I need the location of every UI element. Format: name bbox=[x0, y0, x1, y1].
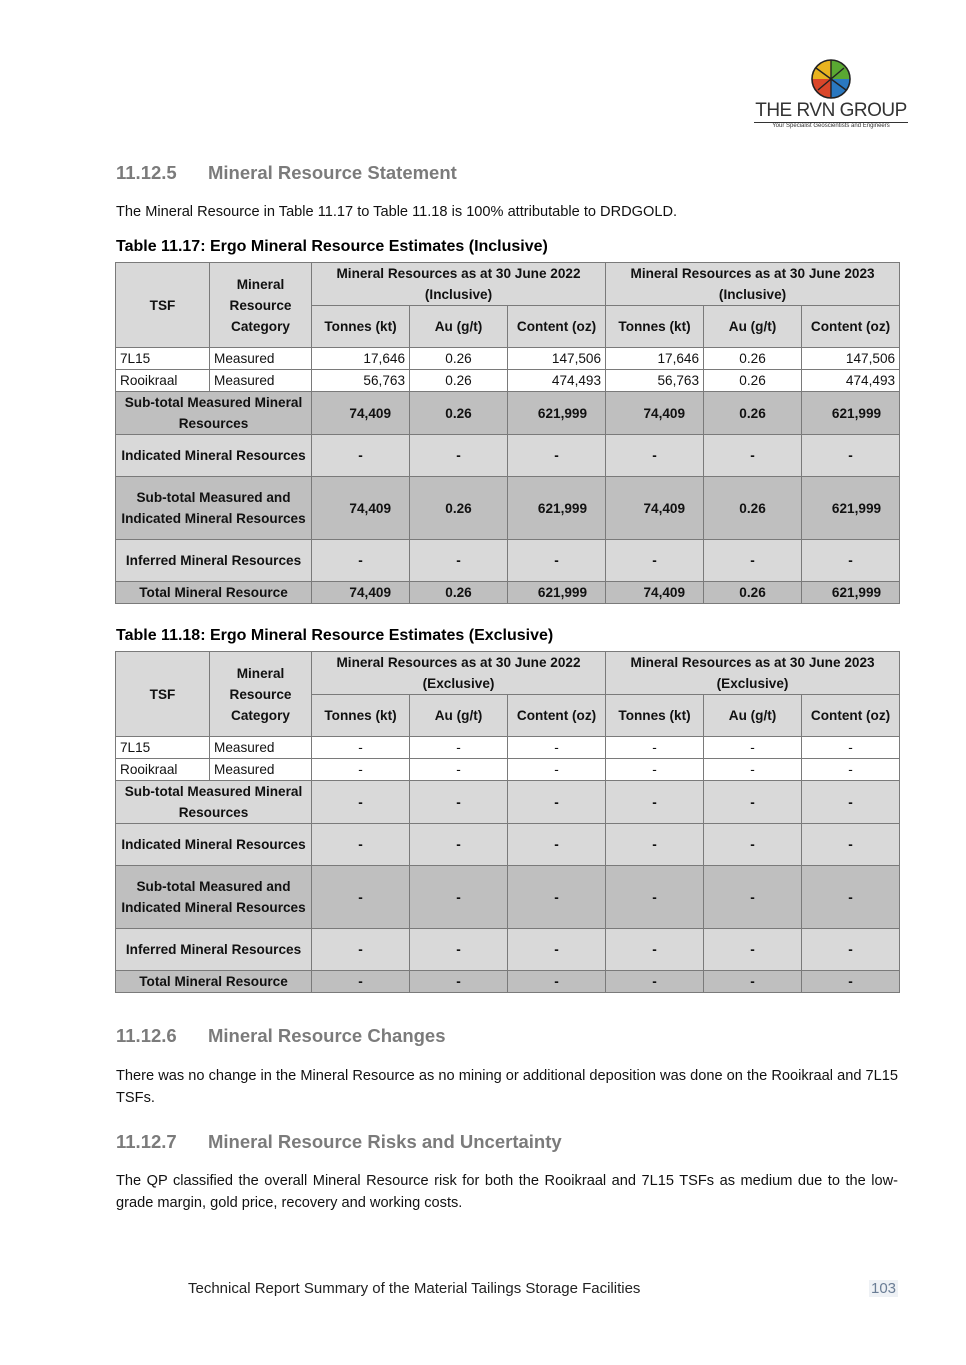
cell-value: 74,409 bbox=[312, 392, 410, 435]
header-content: Content (oz) bbox=[508, 695, 606, 737]
total-row bbox=[116, 971, 900, 993]
cell-value: - bbox=[704, 866, 802, 929]
cell-value: - bbox=[606, 866, 704, 929]
cell-value: - bbox=[312, 435, 410, 477]
header-tonnes: Tonnes (kt) bbox=[312, 695, 410, 737]
section-number: 11.12.7 bbox=[116, 1131, 177, 1152]
cell-value: 0.26 bbox=[704, 348, 802, 370]
subtotal-measured-row bbox=[116, 781, 900, 824]
cell-value: 0.26 bbox=[410, 348, 508, 370]
cell-value: 0.26 bbox=[704, 370, 802, 392]
cell-value: - bbox=[508, 781, 606, 824]
section-number: 11.12.5 bbox=[116, 162, 177, 183]
row-label: Inferred Mineral Resources bbox=[116, 540, 312, 582]
cell-value: 74,409 bbox=[312, 477, 410, 540]
subtotal-measured-indicated-row bbox=[116, 477, 900, 540]
cell-value: - bbox=[508, 971, 606, 993]
table-row bbox=[116, 348, 900, 370]
header-tsf: TSF bbox=[116, 263, 210, 348]
header-content: Content (oz) bbox=[802, 306, 900, 348]
header-tonnes: Tonnes (kt) bbox=[312, 306, 410, 348]
cell-category: Measured bbox=[210, 348, 312, 370]
cell-value: 0.26 bbox=[410, 392, 508, 435]
cell-value: - bbox=[410, 759, 508, 781]
cell-category: Measured bbox=[210, 370, 312, 392]
cell-value: 0.26 bbox=[704, 477, 802, 540]
row-label: Total Mineral Resource bbox=[116, 582, 312, 604]
cell-value: - bbox=[410, 435, 508, 477]
cell-value: - bbox=[606, 929, 704, 971]
cell-value: - bbox=[410, 781, 508, 824]
cell-value: - bbox=[508, 737, 606, 759]
cell-value: - bbox=[312, 866, 410, 929]
table-row bbox=[116, 759, 900, 781]
cell-value: - bbox=[508, 929, 606, 971]
indicated-row bbox=[116, 824, 900, 866]
cell-value: - bbox=[606, 824, 704, 866]
cell-value: - bbox=[704, 737, 802, 759]
row-label: Inferred Mineral Resources bbox=[116, 929, 312, 971]
logo-name: THE RVN GROUP bbox=[755, 100, 907, 121]
cell-category: Measured bbox=[210, 759, 312, 781]
row-label: Sub-total Measured Mineral Resources bbox=[116, 781, 312, 824]
cell-value: - bbox=[410, 929, 508, 971]
cell-value: 17,646 bbox=[606, 348, 704, 370]
row-label: Indicated Mineral Resources bbox=[116, 435, 312, 477]
cell-value: - bbox=[802, 781, 900, 824]
cell-value: - bbox=[312, 781, 410, 824]
cell-value: 147,506 bbox=[508, 348, 606, 370]
cell-value: 621,999 bbox=[508, 582, 606, 604]
cell-value: - bbox=[508, 759, 606, 781]
header-au: Au (g/t) bbox=[704, 306, 802, 348]
cell-value: - bbox=[410, 737, 508, 759]
cell-value: 0.26 bbox=[704, 392, 802, 435]
logo-tagline: Your Specialist Geoscientists and Engineers bbox=[772, 123, 890, 129]
inferred-row bbox=[116, 540, 900, 582]
cell-value: - bbox=[606, 971, 704, 993]
section-heading-resource-changes bbox=[116, 1025, 446, 1047]
cell-value: 474,493 bbox=[508, 370, 606, 392]
cell-tsf: Rooikraal bbox=[116, 759, 210, 781]
row-label: Sub-total Measured and Indicated Mineral Resources bbox=[116, 477, 312, 540]
cell-value: - bbox=[802, 737, 900, 759]
indicated-row bbox=[116, 435, 900, 477]
cell-value: 0.26 bbox=[410, 370, 508, 392]
header-au: Au (g/t) bbox=[410, 306, 508, 348]
table-18-exclusive bbox=[115, 651, 900, 993]
cell-value: - bbox=[704, 929, 802, 971]
cell-value: - bbox=[606, 737, 704, 759]
table-row bbox=[116, 370, 900, 392]
cell-value: 74,409 bbox=[606, 392, 704, 435]
cell-value: - bbox=[704, 435, 802, 477]
table-17-caption: Table 11.17: Ergo Mineral Resource Estimates (Inclusive) bbox=[116, 238, 548, 255]
cell-value: - bbox=[704, 824, 802, 866]
row-label: Sub-total Measured Mineral Resources bbox=[116, 392, 312, 435]
cell-tsf: 7L15 bbox=[116, 348, 210, 370]
table-18-caption: Table 11.18: Ergo Mineral Resource Estimates (Exclusive) bbox=[116, 627, 554, 644]
section-heading-resource-statement bbox=[116, 162, 457, 184]
header-category: Mineral Resource Category bbox=[210, 263, 312, 348]
cell-value: 621,999 bbox=[508, 477, 606, 540]
cell-value: - bbox=[312, 737, 410, 759]
cell-value: - bbox=[802, 435, 900, 477]
cell-value: 147,506 bbox=[802, 348, 900, 370]
subtotal-measured-indicated-row bbox=[116, 866, 900, 929]
section-title: Mineral Resource Statement bbox=[208, 162, 457, 183]
cell-value: - bbox=[704, 971, 802, 993]
subtotal-measured-row bbox=[116, 392, 900, 435]
cell-value: - bbox=[508, 866, 606, 929]
cell-value: - bbox=[704, 540, 802, 582]
cell-value: - bbox=[508, 540, 606, 582]
cell-value: - bbox=[802, 824, 900, 866]
cell-value: - bbox=[802, 540, 900, 582]
table-17-inclusive bbox=[115, 262, 900, 604]
cell-value: 621,999 bbox=[802, 392, 900, 435]
cell-value: 74,409 bbox=[312, 582, 410, 604]
cell-value: - bbox=[410, 540, 508, 582]
cell-value: - bbox=[312, 929, 410, 971]
cell-value: - bbox=[312, 759, 410, 781]
cell-value: - bbox=[606, 540, 704, 582]
cell-value: - bbox=[704, 759, 802, 781]
logo-wheel-icon bbox=[810, 58, 852, 100]
cell-value: - bbox=[312, 824, 410, 866]
header-group-2023: Mineral Resources as at 30 June 2023 (Inclusive) bbox=[606, 263, 900, 306]
cell-value: 0.26 bbox=[410, 582, 508, 604]
cell-value: 621,999 bbox=[802, 582, 900, 604]
cell-value: - bbox=[704, 781, 802, 824]
header-group-2022: Mineral Resources as at 30 June 2022 (Exclusive) bbox=[312, 652, 606, 695]
intro-paragraph: The Mineral Resource in Table 11.17 to Table 11.18 is 100% attributable to DRDGOLD. bbox=[116, 204, 678, 220]
header-tsf: TSF bbox=[116, 652, 210, 737]
cell-value: 56,763 bbox=[606, 370, 704, 392]
section-title: Mineral Resource Changes bbox=[208, 1025, 446, 1046]
cell-value: 17,646 bbox=[312, 348, 410, 370]
row-label: Sub-total Measured and Indicated Mineral Resources bbox=[116, 866, 312, 929]
header-content: Content (oz) bbox=[508, 306, 606, 348]
header-group-2022: Mineral Resources as at 30 June 2022 (Inclusive) bbox=[312, 263, 606, 306]
changes-paragraph: There was no change in the Mineral Resource as no mining or additional deposition was done on the Rooikraal and 7L15 TSFs. bbox=[116, 1068, 898, 1106]
cell-category: Measured bbox=[210, 737, 312, 759]
header-content: Content (oz) bbox=[802, 695, 900, 737]
cell-value: - bbox=[606, 781, 704, 824]
section-number: 11.12.6 bbox=[116, 1025, 177, 1046]
header-category: Mineral Resource Category bbox=[210, 652, 312, 737]
cell-value: 0.26 bbox=[410, 477, 508, 540]
footer-title: Technical Report Summary of the Material Tailings Storage Facilities bbox=[188, 1280, 641, 1297]
row-label: Total Mineral Resource bbox=[116, 971, 312, 993]
header-tonnes: Tonnes (kt) bbox=[606, 306, 704, 348]
cell-value: - bbox=[410, 866, 508, 929]
cell-value: - bbox=[312, 540, 410, 582]
total-row bbox=[116, 582, 900, 604]
row-label: Indicated Mineral Resources bbox=[116, 824, 312, 866]
cell-value: 74,409 bbox=[606, 477, 704, 540]
cell-value: - bbox=[410, 824, 508, 866]
cell-value: - bbox=[410, 971, 508, 993]
company-logo bbox=[752, 58, 912, 134]
cell-value: - bbox=[802, 929, 900, 971]
header-au: Au (g/t) bbox=[410, 695, 508, 737]
inferred-row bbox=[116, 929, 900, 971]
section-title: Mineral Resource Risks and Uncertainty bbox=[208, 1131, 562, 1152]
cell-value: - bbox=[312, 971, 410, 993]
cell-value: - bbox=[606, 435, 704, 477]
cell-value: 621,999 bbox=[802, 477, 900, 540]
risks-paragraph: The QP classified the overall Mineral Resource risk for both the Rooikraal and 7L15 TSFs as medium due to the low-grade margin, gold price, recovery and working costs. bbox=[116, 1173, 898, 1211]
cell-value: - bbox=[802, 971, 900, 993]
cell-value: - bbox=[508, 435, 606, 477]
header-group-2023: Mineral Resources as at 30 June 2023 (Exclusive) bbox=[606, 652, 900, 695]
cell-value: 74,409 bbox=[606, 582, 704, 604]
cell-value: 621,999 bbox=[508, 392, 606, 435]
section-heading-risks bbox=[116, 1131, 562, 1153]
cell-value: 56,763 bbox=[312, 370, 410, 392]
cell-value: 0.26 bbox=[704, 582, 802, 604]
cell-tsf: 7L15 bbox=[116, 737, 210, 759]
header-au: Au (g/t) bbox=[704, 695, 802, 737]
cell-value: - bbox=[802, 866, 900, 929]
cell-value: - bbox=[802, 759, 900, 781]
cell-value: 474,493 bbox=[802, 370, 900, 392]
table-row bbox=[116, 737, 900, 759]
header-tonnes: Tonnes (kt) bbox=[606, 695, 704, 737]
page-number: 103 bbox=[871, 1280, 897, 1297]
cell-value: - bbox=[606, 759, 704, 781]
cell-value: - bbox=[508, 824, 606, 866]
cell-tsf: Rooikraal bbox=[116, 370, 210, 392]
